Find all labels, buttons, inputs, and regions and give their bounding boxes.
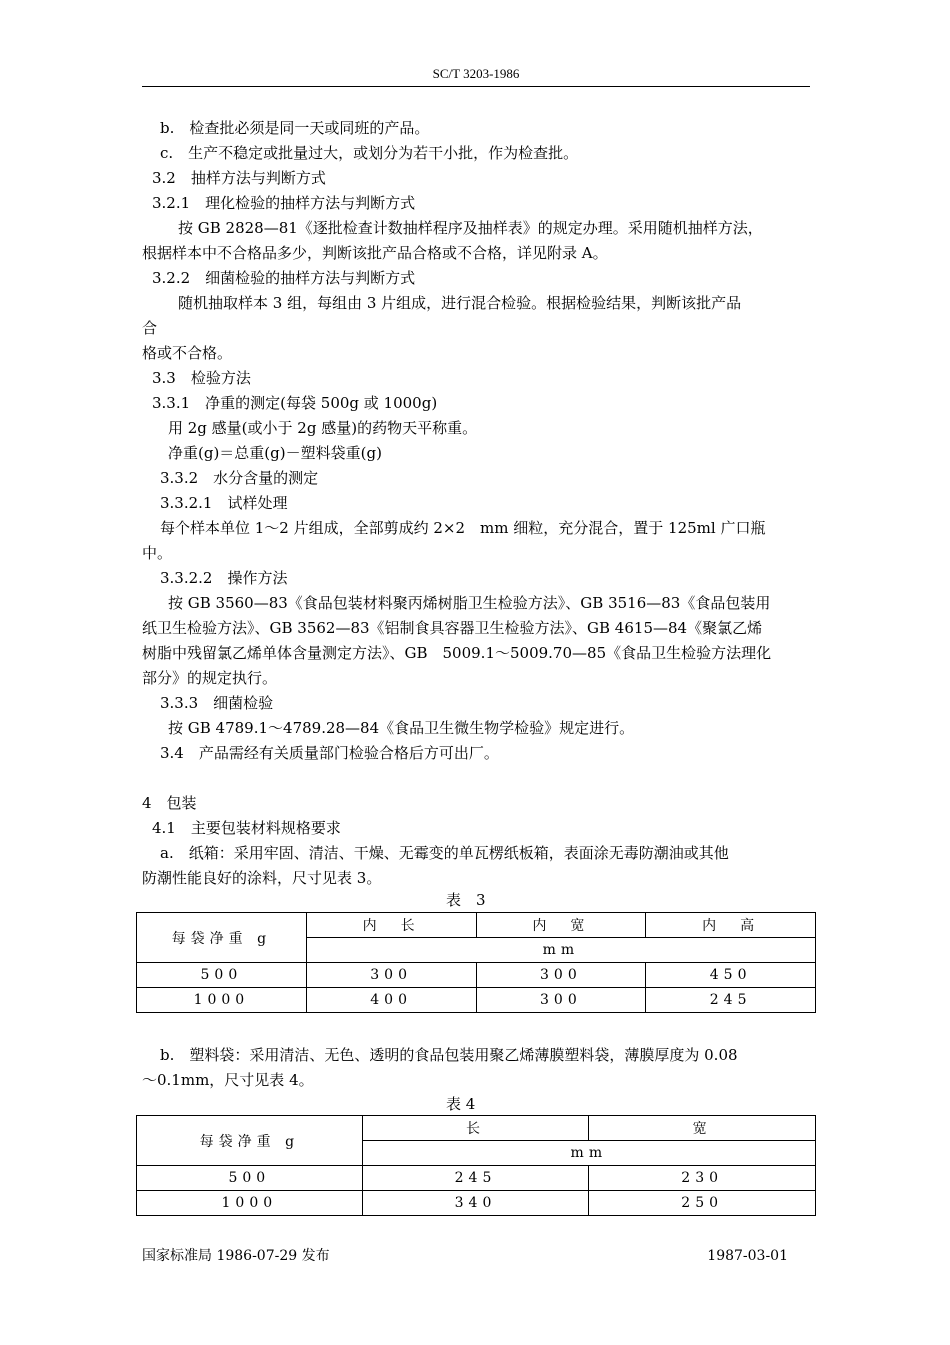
- clause-a: a. 纸箱：采用牢固、清洁、干燥、无霉变的单瓦楞纸板箱，表面涂无毒防潮油或其他: [160, 844, 729, 862]
- table-4-header-length: 长: [362, 1116, 589, 1141]
- formula-line: 净重(g)＝总重(g)－塑料袋重(g): [168, 444, 382, 462]
- clause-c: c. 生产不稳定或批量过大，或划分为若干小批，作为检查批。: [160, 144, 579, 162]
- clause-b-plastic-bag: b. 塑料袋：采用清洁、无色、透明的食品包装用聚乙烯薄膜塑料袋，薄膜厚度为 0.08: [160, 1046, 738, 1064]
- section-4-1-heading: 4.1 主要包装材料规格要求: [152, 819, 341, 837]
- table-row: [137, 963, 816, 988]
- table-cell: 230: [589, 1166, 816, 1191]
- table-cell: 300: [306, 963, 476, 988]
- table-cell: 340: [362, 1191, 589, 1216]
- paragraph-line: 按 GB 2828—81《逐批检查计数抽样程序及抽样表》的规定办理。采用随机抽样方法，: [178, 219, 763, 237]
- table-row: [137, 1191, 816, 1216]
- table-3: [136, 912, 816, 1013]
- table-cell: 450: [646, 963, 816, 988]
- clause-b: b. 检查批必须是同一天或同班的产品。: [160, 119, 430, 137]
- table-3-header-net-weight: 每袋净重 g: [137, 913, 307, 963]
- paragraph-line: 合: [142, 319, 158, 337]
- table-cell: 300: [476, 988, 646, 1013]
- table-cell: 250: [589, 1191, 816, 1216]
- table-4: [136, 1115, 816, 1216]
- paragraph-line: 树脂中残留氯乙烯单体含量测定方法》、GB 5009.1～5009.70—85《食品卫生检验方法理化: [142, 644, 772, 662]
- section-4-heading: 4 包装: [142, 794, 197, 812]
- table-cell: 400: [306, 988, 476, 1013]
- table-3-unit: mm: [306, 938, 815, 963]
- paragraph-line: 格或不合格。: [142, 344, 233, 362]
- section-3-2-heading: 3.2 抽样方法与判断方式: [152, 169, 326, 187]
- table-cell: 500: [137, 963, 307, 988]
- section-3-2-2-heading: 3.2.2 细菌检验的抽样方法与判断方式: [152, 269, 416, 287]
- paragraph-line: 按 GB 4789.1～4789.28—84《食品卫生微生物学检验》规定进行。: [168, 719, 635, 737]
- table-row: [137, 1166, 816, 1191]
- section-3-4-line: 3.4 产品需经有关质量部门检验合格后方可出厂。: [160, 744, 499, 762]
- paragraph-line: 纸卫生检验方法》、GB 3562—83《铝制食具容器卫生检验方法》、GB 4615—84《聚氯乙烯: [142, 619, 763, 637]
- table-3-header-inner-height: 内 高: [646, 913, 816, 938]
- paragraph-line: ～0.1mm，尺寸见表 4。: [142, 1071, 314, 1089]
- section-3-2-1-heading: 3.2.1 理化检验的抽样方法与判断方式: [152, 194, 416, 212]
- section-3-3-3-heading: 3.3.3 细菌检验: [160, 694, 274, 712]
- paragraph-line: 防潮性能良好的涂料，尺寸见表 3。: [142, 869, 382, 887]
- header-rule: [142, 86, 810, 87]
- table-3-header-inner-length: 内 长: [306, 913, 476, 938]
- table-cell: 500: [137, 1166, 363, 1191]
- table-4-header-net-weight: 每袋净重 g: [137, 1116, 363, 1166]
- paragraph-line: 用 2g 感量(或小于 2g 感量)的药物天平称重。: [168, 419, 478, 437]
- paragraph-line: 中。: [142, 544, 173, 562]
- document-code: SC/T 3203-1986: [432, 66, 520, 81]
- table-cell: 245: [646, 988, 816, 1013]
- table-3-caption: 表 3: [446, 891, 486, 909]
- section-3-3-1-heading: 3.3.1 净重的测定(每袋 500g 或 1000g): [152, 394, 438, 412]
- table-4-header-width: 宽: [589, 1116, 816, 1141]
- table-3-header-inner-width: 内 宽: [476, 913, 646, 938]
- table-4-unit: mm: [362, 1141, 815, 1166]
- table-4-caption: 表 4: [446, 1095, 476, 1113]
- paragraph-line: 根据样本中不合格品多少，判断该批产品合格或不合格，详见附录 A。: [142, 244, 608, 262]
- table-cell: 1000: [137, 988, 307, 1013]
- paragraph-line: 每个样本单位 1～2 片组成，全部剪成约 2×2 mm 细粒，充分混合，置于 125ml 广口瓶: [160, 519, 766, 537]
- section-3-3-heading: 3.3 检验方法: [152, 369, 251, 387]
- footer-issue-info: 国家标准局 1986-07-29 发布: [142, 1248, 330, 1264]
- table-cell: 245: [362, 1166, 589, 1191]
- table-row: [137, 988, 816, 1013]
- paragraph-line: 按 GB 3560—83《食品包装材料聚丙烯树脂卫生检验方法》、GB 3516—83《食品包装用: [168, 594, 771, 612]
- paragraph-line: 部分》的规定执行。: [142, 669, 278, 687]
- table-cell: 1000: [137, 1191, 363, 1216]
- section-3-3-2-2-heading: 3.3.2.2 操作方法: [160, 569, 288, 587]
- table-cell: 300: [476, 963, 646, 988]
- section-3-3-2-1-heading: 3.3.2.1 试样处理: [160, 494, 288, 512]
- footer-effective-date: 1987-03-01: [707, 1248, 788, 1264]
- paragraph-line: 随机抽取样本 3 组，每组由 3 片组成，进行混合检验。根据检验结果，判断该批产品: [178, 294, 742, 312]
- section-3-3-2-heading: 3.3.2 水分含量的测定: [160, 469, 319, 487]
